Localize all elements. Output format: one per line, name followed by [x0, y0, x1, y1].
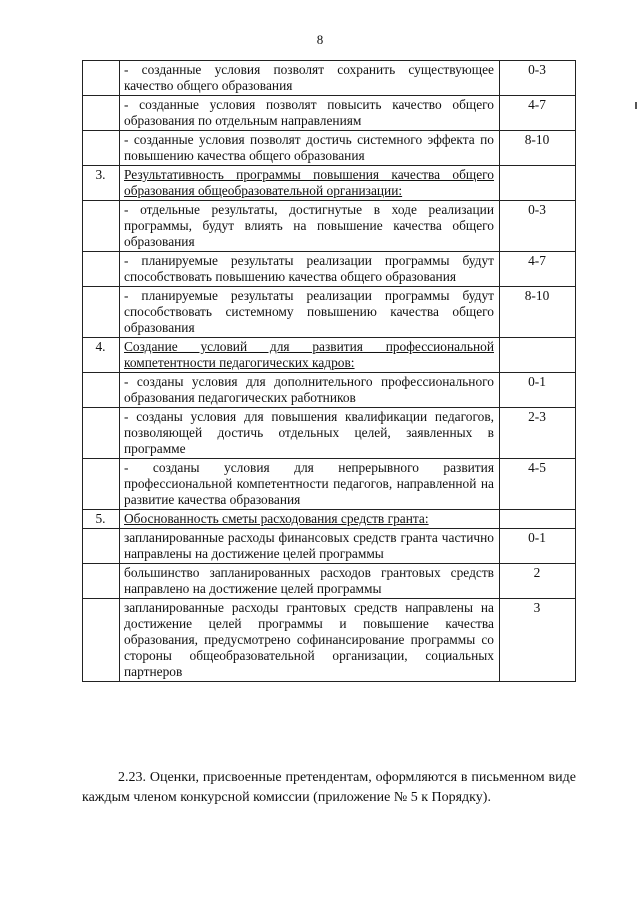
criterion-title: Результативность программы повышения качества общего образования общеобразовательной организации:	[120, 166, 500, 201]
page-number: 8	[316, 32, 324, 47]
criterion-number	[83, 373, 120, 408]
criterion-row	[83, 373, 576, 408]
criterion-description: - планируемые результаты реализации программы будут способствовать повышению качества общего образования	[120, 252, 500, 287]
criterion-row	[83, 201, 576, 252]
criterion-score: 0-1	[500, 373, 576, 408]
scan-edge-mark	[635, 102, 637, 109]
criteria-table-body	[83, 61, 576, 682]
criterion-score: 0-3	[500, 61, 576, 96]
criterion-description: - созданы условия для повышения квалификации педагогов, позволяющей достичь отдельных целей, заявленных в программе	[120, 408, 500, 459]
criterion-description: - созданные условия позволят сохранить существующее качество общего образования	[120, 61, 500, 96]
criterion-score: 8-10	[500, 287, 576, 338]
criteria-table	[82, 60, 576, 682]
criterion-score	[500, 166, 576, 201]
criterion-number	[83, 96, 120, 131]
criterion-number: 3.	[83, 166, 120, 201]
criterion-row	[83, 599, 576, 682]
criterion-row	[83, 131, 576, 166]
criterion-description: - созданные условия позволят повысить качество общего образования по отдельным направлениям	[120, 96, 500, 131]
criterion-number	[83, 287, 120, 338]
criterion-row	[83, 252, 576, 287]
criterion-number	[83, 61, 120, 96]
criterion-number: 4.	[83, 338, 120, 373]
criterion-score: 2	[500, 564, 576, 599]
criterion-header-row	[83, 338, 576, 373]
criterion-description: - созданы условия для непрерывного развития профессиональной компетентности педагогов, направленной на развитие качества образования	[120, 459, 500, 510]
criterion-row	[83, 61, 576, 96]
criterion-score: 4-7	[500, 252, 576, 287]
criterion-row	[83, 408, 576, 459]
criterion-score: 8-10	[500, 131, 576, 166]
criterion-title: Создание условий для развития профессиональной компетентности педагогических кадров:	[120, 338, 500, 373]
criterion-number	[83, 459, 120, 510]
criterion-score: 0-1	[500, 529, 576, 564]
criterion-score: 4-7	[500, 96, 576, 131]
criterion-row	[83, 459, 576, 510]
criterion-number	[83, 564, 120, 599]
criterion-number	[83, 131, 120, 166]
criterion-description: - отдельные результаты, достигнутые в ходе реализации программы, будут влиять на повышение качества общего образования	[120, 201, 500, 252]
criterion-score: 0-3	[500, 201, 576, 252]
criterion-description: большинство запланированных расходов грантовых средств направлено на достижение целей программы	[120, 564, 500, 599]
criterion-description: - созданные условия позволят достичь системного эффекта по повышению качества общего образования	[120, 131, 500, 166]
criterion-description: - планируемые результаты реализации программы будут способствовать системному повышению качества общего образования	[120, 287, 500, 338]
criterion-row	[83, 287, 576, 338]
paragraph-2-23: 2.23. Оценки, присвоенные претендентам, оформляются в письменном виде каждым членом конкурсной комиссии (приложение № 5 к Порядку).	[82, 770, 576, 805]
criterion-score: 3	[500, 599, 576, 682]
criterion-number	[83, 529, 120, 564]
criterion-description: запланированные расходы финансовых средств гранта частично направлены на достижение целей программы	[120, 529, 500, 564]
criterion-number	[83, 252, 120, 287]
criterion-header-row	[83, 510, 576, 529]
criterion-description: - созданы условия для дополнительного профессионального образования педагогических работников	[120, 373, 500, 408]
criterion-title: Обоснованность сметы расходования средств гранта:	[120, 510, 500, 529]
criterion-header-row	[83, 166, 576, 201]
criterion-number	[83, 201, 120, 252]
criterion-number: 5.	[83, 510, 120, 529]
criterion-row	[83, 529, 576, 564]
criterion-score: 2-3	[500, 408, 576, 459]
criterion-number	[83, 599, 120, 682]
criterion-row	[83, 564, 576, 599]
criterion-score: 4-5	[500, 459, 576, 510]
criterion-description: запланированные расходы грантовых средств направлены на достижение целей программы и повышение качества образования, предусмотрено софинансирование программы со стороны общеобразовательной организации, социальных партнеров	[120, 599, 500, 682]
criterion-row	[83, 96, 576, 131]
criterion-number	[83, 408, 120, 459]
criterion-score	[500, 338, 576, 373]
criterion-score	[500, 510, 576, 529]
